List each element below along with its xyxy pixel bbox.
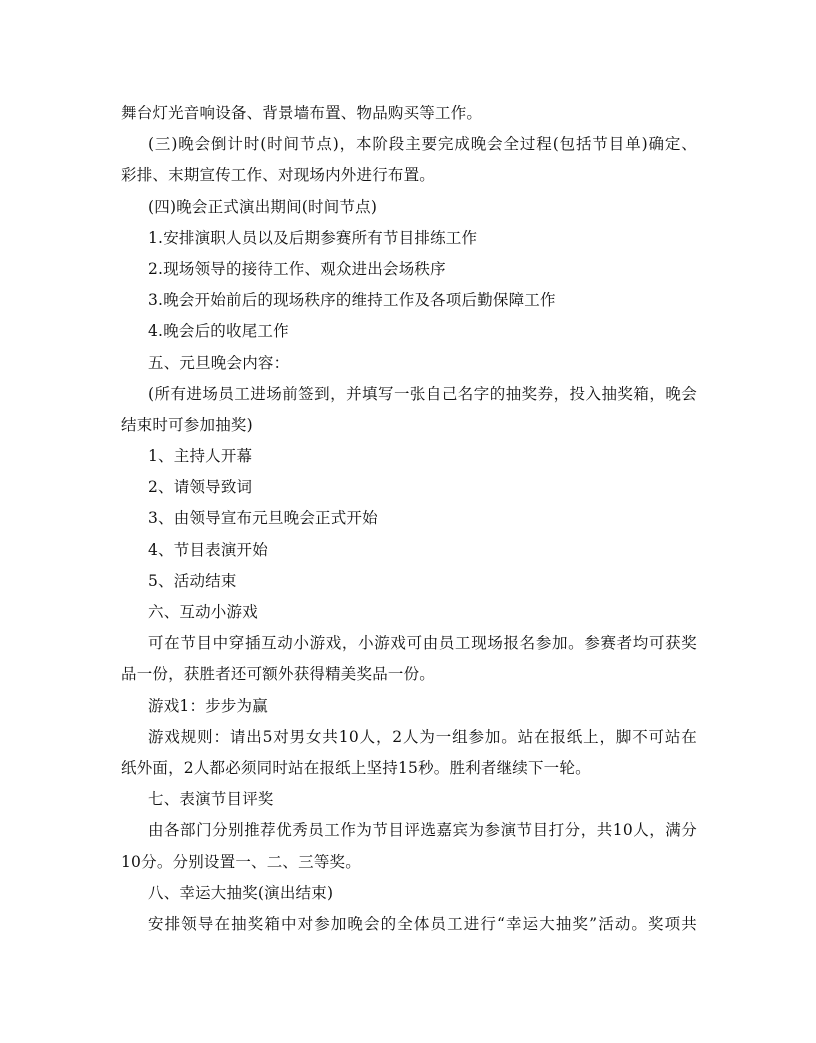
list-item: 1、主持人开幕 xyxy=(148,447,253,466)
paragraph-line: 可在节目中穿插互动小游戏，小游戏可由员工现场报名参加。参赛者均可获奖 xyxy=(148,634,697,653)
list-item: 2.现场领导的接待工作、观众进出会场秩序 xyxy=(148,259,446,278)
list-item: 1.安排演职人员以及后期参赛所有节目排练工作 xyxy=(148,228,478,247)
section-heading: 五、元旦晚会内容： xyxy=(148,353,290,372)
section-heading: 六、互动小游戏 xyxy=(148,603,258,621)
paragraph-line: 纸外面，2人都必须同时站在报纸上坚持15秒。胜利者继续下一轮。 xyxy=(121,758,591,777)
paragraph-line: 彩排、末期宣传工作、对现场内外进行布置。 xyxy=(121,166,436,185)
paragraph-line: (所有进场员工进场前签到，并填写一张自己名字的抽奖券，投入抽奖箱，晚会 xyxy=(148,384,697,403)
paragraph-line: 由各部门分别推荐优秀员工作为节目评选嘉宾为参演节目打分，共10人，满分 xyxy=(148,821,697,840)
paragraph-line: (三)晚会倒计时(时间节点)，本阶段主要完成晚会全过程(包括节目单)确定、 xyxy=(148,135,697,154)
paragraph-line: 游戏规则：请出5对男女共10人，2人为一组参加。站在报纸上，脚不可站在 xyxy=(148,727,697,746)
paragraph-line: 10分。分别设置一、二、三等奖。 xyxy=(121,852,361,871)
document-body xyxy=(121,98,697,940)
list-item: 5、活动结束 xyxy=(148,571,237,590)
list-item: 4、节目表演开始 xyxy=(148,540,268,559)
list-item: 4.晚会后的收尾工作 xyxy=(148,322,289,341)
list-item: 3.晚会开始前后的现场秩序的维持工作及各项后勤保障工作 xyxy=(148,291,556,310)
paragraph-line: 品一份，获胜者还可额外获得精美奖品一份。 xyxy=(121,665,436,684)
paragraph-line: 结束时可参加抽奖) xyxy=(121,415,253,434)
list-item: 2、请领导致词 xyxy=(148,478,253,497)
section-heading: 七、表演节目评奖 xyxy=(148,790,274,809)
section-heading: 八、幸运大抽奖(演出结束) xyxy=(148,883,334,902)
paragraph-line: 舞台灯光音响设备、背景墙布置、物品购买等工作。 xyxy=(121,104,483,122)
paragraph-line: 安排领导在抽奖箱中对参加晚会的全体员工进行“幸运大抽奖”活动。奖项共 xyxy=(148,914,697,933)
list-item: 3、由领导宣布元旦晚会正式开始 xyxy=(148,509,378,528)
section-heading: (四)晚会正式演出期间(时间节点) xyxy=(148,197,378,216)
subheading: 游戏1：步步为赢 xyxy=(148,696,268,715)
